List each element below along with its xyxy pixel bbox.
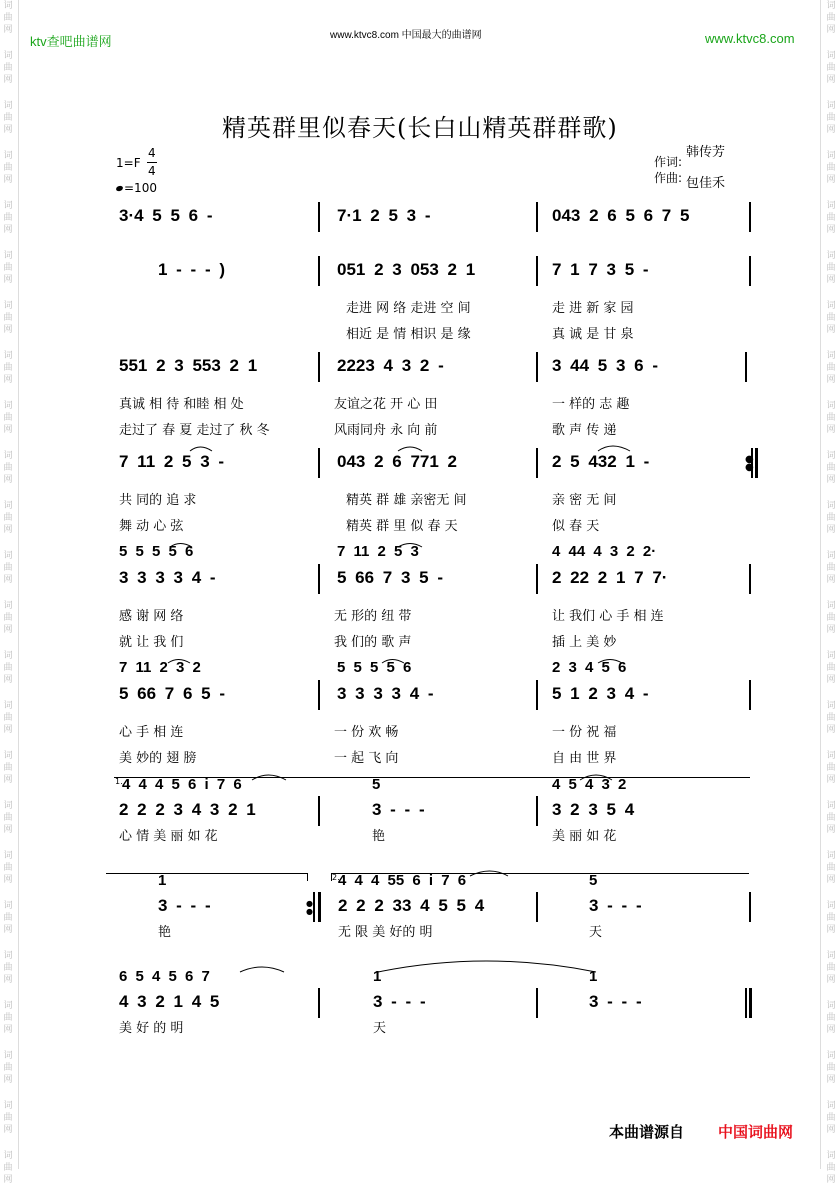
header-right-link[interactable]: www.ktvc8.com bbox=[705, 31, 795, 46]
watermark-char: 曲 bbox=[3, 163, 13, 173]
watermark-char: 词 bbox=[3, 201, 13, 211]
lyric-line: 自 由 世 界 bbox=[552, 751, 617, 766]
score-row2-measure1: 1 - - - ) bbox=[158, 260, 225, 279]
repeat-dots: ● ● bbox=[306, 899, 313, 916]
score-row2-measure2: 051 2 3 053 2 1 bbox=[337, 260, 476, 279]
watermark-char: 词 bbox=[3, 451, 13, 461]
lyric-line: 美 好 的 明 bbox=[119, 1021, 184, 1036]
watermark-char: 曲 bbox=[3, 963, 13, 973]
composer-name: 包佳禾 bbox=[686, 176, 726, 191]
score-row3-measure1: 551 2 3 553 2 1 bbox=[119, 356, 258, 375]
watermark-char: 词 bbox=[3, 401, 13, 411]
watermark-char: 网 bbox=[3, 575, 13, 585]
watermark-char: 曲 bbox=[826, 163, 836, 173]
watermark-char: 曲 bbox=[3, 1063, 13, 1073]
watermark-char: 网 bbox=[3, 175, 13, 185]
watermark-char: 词 bbox=[3, 251, 13, 261]
watermark-char: 曲 bbox=[826, 963, 836, 973]
watermark-char: 曲 bbox=[826, 1113, 836, 1123]
score-row9-upper-m1: 6 5 4 5 6 7 bbox=[119, 968, 210, 985]
watermark-char: 曲 bbox=[826, 1063, 836, 1073]
score-row5-upper-m2: 7 11 2 5 3 bbox=[337, 543, 419, 560]
watermark-char: 网 bbox=[826, 625, 836, 635]
watermark-char: 词 bbox=[3, 351, 13, 361]
watermark-char: 曲 bbox=[826, 763, 836, 773]
watermark-char: 曲 bbox=[3, 763, 13, 773]
watermark-char: 网 bbox=[826, 225, 836, 235]
repeat-dots: ● ● bbox=[745, 454, 754, 473]
watermark-char: 网 bbox=[3, 475, 13, 485]
watermark-char: 曲 bbox=[826, 313, 836, 323]
score-row9-lower-m1: 4 3 2 1 4 5 bbox=[119, 992, 220, 1011]
lyric-line: 心 手 相 连 bbox=[119, 725, 184, 740]
lyricist-label: 作词: bbox=[654, 155, 683, 169]
watermark-char: 曲 bbox=[3, 563, 13, 573]
watermark-char: 网 bbox=[826, 1125, 836, 1135]
lyric-line: 美 妙的 翅 膀 bbox=[119, 751, 197, 766]
score-row7-lower-m1: 2 2 2 3 4 3 2 1 bbox=[119, 800, 256, 819]
watermark-char: 词 bbox=[3, 151, 13, 161]
watermark-char: 网 bbox=[3, 275, 13, 285]
watermark-char: 曲 bbox=[826, 813, 836, 823]
watermark-char: 曲 bbox=[826, 563, 836, 573]
score-row8-upper-m1: 1 bbox=[158, 872, 167, 889]
watermark-char: 曲 bbox=[3, 1163, 13, 1173]
watermark-char: 网 bbox=[3, 1175, 13, 1185]
watermark-char: 词 bbox=[826, 751, 836, 761]
lyric-line: 我 们的 歌 声 bbox=[334, 635, 412, 650]
watermark-char: 网 bbox=[826, 325, 836, 335]
watermark-char: 词 bbox=[3, 1101, 13, 1111]
watermark-char: 曲 bbox=[826, 113, 836, 123]
watermark-char: 曲 bbox=[3, 363, 13, 373]
watermark-char: 网 bbox=[3, 425, 13, 435]
watermark-char: 曲 bbox=[3, 1113, 13, 1123]
watermark-char: 曲 bbox=[3, 263, 13, 273]
lyricist-name: 韩传芳 bbox=[686, 145, 726, 160]
watermark-char: 曲 bbox=[826, 913, 836, 923]
lyric-line: 真诚 相 待 和睦 相 处 bbox=[119, 397, 244, 412]
watermark-char: 曲 bbox=[3, 863, 13, 873]
watermark-char: 网 bbox=[826, 275, 836, 285]
watermark-char: 曲 bbox=[3, 713, 13, 723]
watermark-char: 网 bbox=[826, 425, 836, 435]
watermark-char: 网 bbox=[826, 1175, 836, 1185]
score-row9-lower-m3: 3 - - - bbox=[589, 992, 642, 1011]
watermark-char: 词 bbox=[826, 651, 836, 661]
lyric-line: 走 进 新 家 园 bbox=[552, 301, 634, 316]
score-row7-lower-m3: 3 2 3 5 4 bbox=[552, 800, 635, 819]
lyric-line: 感 谢 网 络 bbox=[119, 609, 184, 624]
watermark-char: 网 bbox=[826, 875, 836, 885]
score-row5-lower-m2: 5 66 7 3 5 - bbox=[337, 568, 444, 587]
watermark-char: 曲 bbox=[826, 13, 836, 23]
watermark-char: 词 bbox=[826, 601, 836, 611]
watermark-char: 网 bbox=[826, 175, 836, 185]
score-row5-lower-m3: 2 22 2 1 7 7· bbox=[552, 568, 668, 587]
lyric-line: 一 样的 志 趣 bbox=[552, 397, 630, 412]
score-row8-upper-m3: 5 bbox=[589, 872, 598, 889]
watermark-char: 网 bbox=[3, 1125, 13, 1135]
watermark-char: 词 bbox=[826, 51, 836, 61]
score-row3-measure3: 3 44 5 3 6 - bbox=[552, 356, 659, 375]
score-row1-measure3: 043 2 6 5 6 7 5 bbox=[552, 206, 690, 225]
lyric-line: 艳 bbox=[372, 829, 386, 844]
watermark-char: 词 bbox=[3, 1001, 13, 1011]
watermark-char: 词 bbox=[3, 851, 13, 861]
watermark-char: 曲 bbox=[826, 363, 836, 373]
watermark-char: 词 bbox=[3, 101, 13, 111]
watermark-char: 网 bbox=[3, 375, 13, 385]
header-left-link[interactable]: ktv查吧曲谱网 bbox=[30, 34, 112, 49]
score-row6-upper-m2: 5 5 5 5 6 bbox=[337, 659, 412, 676]
score-row5-upper-m3: 4 44 4 3 2 2· bbox=[552, 543, 657, 560]
watermark-char: 网 bbox=[826, 525, 836, 535]
watermark-char: 词 bbox=[826, 1051, 836, 1061]
watermark-char: 曲 bbox=[3, 63, 13, 73]
watermark-char: 曲 bbox=[3, 513, 13, 523]
watermark-char: 网 bbox=[3, 125, 13, 135]
watermark-char: 网 bbox=[3, 875, 13, 885]
lyric-line: 真 诚 是 甘 泉 bbox=[552, 327, 634, 342]
score-row8-lower-m2: 2 2 2 33 4 5 5 4 bbox=[338, 896, 485, 915]
lyric-line: 走过了 春 夏 走过了 秋 冬 bbox=[119, 423, 270, 438]
score-row2-measure3: 7 1 7 3 5 - bbox=[552, 260, 649, 279]
watermark-char: 网 bbox=[3, 675, 13, 685]
watermark-char: 词 bbox=[826, 951, 836, 961]
score-row1-measure1: 3·4 5 5 6 - bbox=[119, 206, 213, 225]
watermark-char: 网 bbox=[3, 225, 13, 235]
lyric-line: 舞 动 心 弦 bbox=[119, 519, 184, 534]
lyric-line: 亲 密 无 间 bbox=[552, 493, 617, 508]
watermark-char: 词 bbox=[826, 551, 836, 561]
lyric-line: 友谊之花 开 心 田 bbox=[334, 397, 438, 412]
watermark-char: 词 bbox=[3, 551, 13, 561]
watermark-char: 词 bbox=[826, 151, 836, 161]
watermark-char: 网 bbox=[3, 25, 13, 35]
watermark-char: 网 bbox=[826, 25, 836, 35]
watermark-char: 网 bbox=[826, 975, 836, 985]
watermark-char: 曲 bbox=[3, 913, 13, 923]
watermark-char: 词 bbox=[826, 101, 836, 111]
score-row4-measure1: 7 11 2 5 3 - bbox=[119, 452, 225, 471]
watermark-char: 词 bbox=[826, 301, 836, 311]
footer-source-label: 本曲谱源自 bbox=[609, 1123, 685, 1141]
tempo-marking: =100 bbox=[124, 181, 157, 195]
score-row7-upper-m3: 4 5 4 3 2 bbox=[552, 776, 627, 793]
watermark-char: 网 bbox=[3, 775, 13, 785]
watermark-char: 词 bbox=[3, 1151, 13, 1161]
watermark-char: 网 bbox=[826, 375, 836, 385]
watermark-char: 网 bbox=[826, 775, 836, 785]
watermark-char: 网 bbox=[826, 75, 836, 85]
watermark-char: 词 bbox=[826, 901, 836, 911]
watermark-char: 网 bbox=[826, 125, 836, 135]
watermark-char: 曲 bbox=[826, 63, 836, 73]
footer-site-link[interactable]: 中国词曲网 bbox=[718, 1123, 794, 1141]
watermark-char: 网 bbox=[3, 975, 13, 985]
lyric-line: 共 同的 追 求 bbox=[119, 493, 197, 508]
lyric-line: 插 上 美 妙 bbox=[552, 635, 617, 650]
watermark-gap bbox=[1, 1186, 15, 1200]
score-row4-measure2: 043 2 6 771 2 bbox=[337, 452, 457, 471]
watermark-char: 曲 bbox=[826, 513, 836, 523]
score-row6-lower-m2: 3 3 3 3 4 - bbox=[337, 684, 434, 703]
score-row6-upper-m3: 2 3 4 5 6 bbox=[552, 659, 627, 676]
score-row6-lower-m1: 5 66 7 6 5 - bbox=[119, 684, 226, 703]
watermark-char: 词 bbox=[3, 901, 13, 911]
watermark-char: 词 bbox=[3, 1, 13, 11]
watermark-char: 词 bbox=[3, 1051, 13, 1061]
lyric-line: 心 情 美 丽 如 花 bbox=[119, 829, 218, 844]
time-signature-bottom: 4 bbox=[148, 164, 156, 178]
score-row1-measure2: 7·1 2 5 3 - bbox=[337, 206, 431, 225]
watermark-char: 网 bbox=[826, 475, 836, 485]
watermark-char: 词 bbox=[826, 501, 836, 511]
lyric-line: 无 形的 纽 带 bbox=[334, 609, 412, 624]
watermark-char: 网 bbox=[3, 325, 13, 335]
lyric-line: 就 让 我 们 bbox=[119, 635, 184, 650]
watermark-gap bbox=[824, 1186, 838, 1200]
watermark-char: 曲 bbox=[3, 113, 13, 123]
watermark-char: 词 bbox=[3, 751, 13, 761]
score-row3-measure2: 2223 4 3 2 - bbox=[337, 356, 444, 375]
watermark-char: 曲 bbox=[3, 213, 13, 223]
watermark-char: 词 bbox=[3, 951, 13, 961]
score-row8-upper-m2: 4 4 4 55 6 i 7 6 bbox=[338, 872, 467, 889]
watermark-char: 曲 bbox=[3, 1013, 13, 1023]
watermark-char: 曲 bbox=[826, 1163, 836, 1173]
watermark-char: 曲 bbox=[3, 813, 13, 823]
watermark-char: 词 bbox=[826, 801, 836, 811]
watermark-char: 曲 bbox=[826, 863, 836, 873]
watermark-char: 曲 bbox=[826, 1013, 836, 1023]
watermark-char: 曲 bbox=[826, 663, 836, 673]
watermark-char: 曲 bbox=[3, 313, 13, 323]
watermark-char: 曲 bbox=[826, 713, 836, 723]
score-row9-lower-m2: 3 - - - bbox=[373, 992, 426, 1011]
score-row6-lower-m3: 5 1 2 3 4 - bbox=[552, 684, 649, 703]
watermark-char: 网 bbox=[826, 675, 836, 685]
watermark-char: 词 bbox=[3, 651, 13, 661]
score-row5-upper-m1: 5 5 5 5 6 bbox=[119, 543, 194, 560]
lyric-line: 歌 声 传 递 bbox=[552, 423, 617, 438]
lyric-line: 艳 bbox=[158, 925, 172, 940]
watermark-char: 网 bbox=[3, 925, 13, 935]
volta-1-label: 1. bbox=[115, 777, 123, 786]
watermark-char: 曲 bbox=[826, 263, 836, 273]
score-row8-lower-m1: 3 - - - bbox=[158, 896, 211, 915]
score-row6-upper-m1: 7 11 2 3 2 bbox=[119, 659, 201, 676]
lyric-line: 风雨同舟 永 向 前 bbox=[334, 423, 438, 438]
watermark-char: 词 bbox=[826, 201, 836, 211]
time-signature-top: 4 bbox=[148, 146, 156, 160]
lyric-line: 天 bbox=[589, 925, 603, 940]
watermark-char: 曲 bbox=[3, 663, 13, 673]
composer-label: 作曲: bbox=[654, 171, 683, 185]
watermark-char: 网 bbox=[826, 725, 836, 735]
watermark-char: 词 bbox=[3, 801, 13, 811]
lyric-line: 精英 群 里 似 春 天 bbox=[346, 519, 458, 534]
lyric-line: 一 份 祝 福 bbox=[552, 725, 617, 740]
score-row7-upper-m1: 4 4 4 5 6 i 7 6 bbox=[122, 776, 242, 793]
watermark-char: 网 bbox=[3, 525, 13, 535]
lyric-line: 美 丽 如 花 bbox=[552, 829, 617, 844]
watermark-char: 词 bbox=[3, 501, 13, 511]
watermark-char: 网 bbox=[826, 1025, 836, 1035]
lyric-line: 似 春 天 bbox=[552, 519, 600, 534]
watermark-char: 网 bbox=[3, 725, 13, 735]
score-row9-upper-m3: 1 bbox=[589, 968, 598, 985]
score-row5-lower-m1: 3 3 3 3 4 - bbox=[119, 568, 216, 587]
watermark-char: 词 bbox=[826, 1001, 836, 1011]
score-row9-upper-m2: 1 bbox=[373, 968, 382, 985]
lyric-line: 无 限 美 好的 明 bbox=[338, 925, 433, 940]
watermark-char: 词 bbox=[826, 401, 836, 411]
watermark-char: 曲 bbox=[826, 213, 836, 223]
watermark-char: 网 bbox=[826, 575, 836, 585]
watermark-char: 网 bbox=[3, 1075, 13, 1085]
watermark-char: 网 bbox=[826, 925, 836, 935]
watermark-char: 词 bbox=[826, 451, 836, 461]
watermark-char: 曲 bbox=[3, 463, 13, 473]
lyric-line: 走进 网 络 走进 空 间 bbox=[346, 301, 471, 316]
volta-2-label: 2. bbox=[332, 873, 340, 882]
watermark-char: 词 bbox=[826, 1, 836, 11]
watermark-char: 曲 bbox=[3, 413, 13, 423]
lyric-line: 精英 群 雄 亲密无 间 bbox=[346, 493, 467, 508]
lyric-line: 天 bbox=[373, 1021, 387, 1036]
lyric-line: 一 份 欢 畅 bbox=[334, 725, 399, 740]
watermark-char: 词 bbox=[826, 701, 836, 711]
score-row8-lower-m3: 3 - - - bbox=[589, 896, 642, 915]
header-center-text: www.ktvc8.com 中国最大的曲谱网 bbox=[330, 30, 482, 41]
watermark-char: 词 bbox=[3, 701, 13, 711]
watermark-char: 曲 bbox=[826, 613, 836, 623]
watermark-char: 曲 bbox=[826, 413, 836, 423]
watermark-char: 词 bbox=[826, 851, 836, 861]
watermark-char: 词 bbox=[3, 301, 13, 311]
watermark-char: 词 bbox=[826, 1151, 836, 1161]
lyric-line: 相近 是 情 相识 是 缘 bbox=[346, 327, 471, 342]
watermark-char: 曲 bbox=[826, 463, 836, 473]
watermark-char: 网 bbox=[3, 825, 13, 835]
watermark-char: 词 bbox=[826, 251, 836, 261]
lyric-line: 让 我们 心 手 相 连 bbox=[552, 609, 664, 624]
watermark-char: 网 bbox=[3, 1025, 13, 1035]
watermark-char: 网 bbox=[826, 825, 836, 835]
score-row4-measure3: 2 5 432 1 - bbox=[552, 452, 650, 471]
watermark-char: 网 bbox=[3, 625, 13, 635]
watermark-char: 词 bbox=[826, 351, 836, 361]
watermark-char: 网 bbox=[826, 1075, 836, 1085]
watermark-char: 词 bbox=[826, 1101, 836, 1111]
score-row7-lower-m2: 3 - - - bbox=[372, 800, 425, 819]
watermark-char: 曲 bbox=[3, 613, 13, 623]
watermark-char: 网 bbox=[3, 75, 13, 85]
watermark-char: 词 bbox=[3, 601, 13, 611]
lyric-line: 一 起 飞 向 bbox=[334, 751, 399, 766]
watermark-char: 词 bbox=[3, 51, 13, 61]
page-title: 精英群里似春天(长白山精英群群歌) bbox=[222, 114, 618, 142]
watermark-char: 曲 bbox=[3, 13, 13, 23]
key-signature: 1=F bbox=[116, 156, 141, 170]
score-row7-upper-m2: 5 bbox=[372, 776, 381, 793]
